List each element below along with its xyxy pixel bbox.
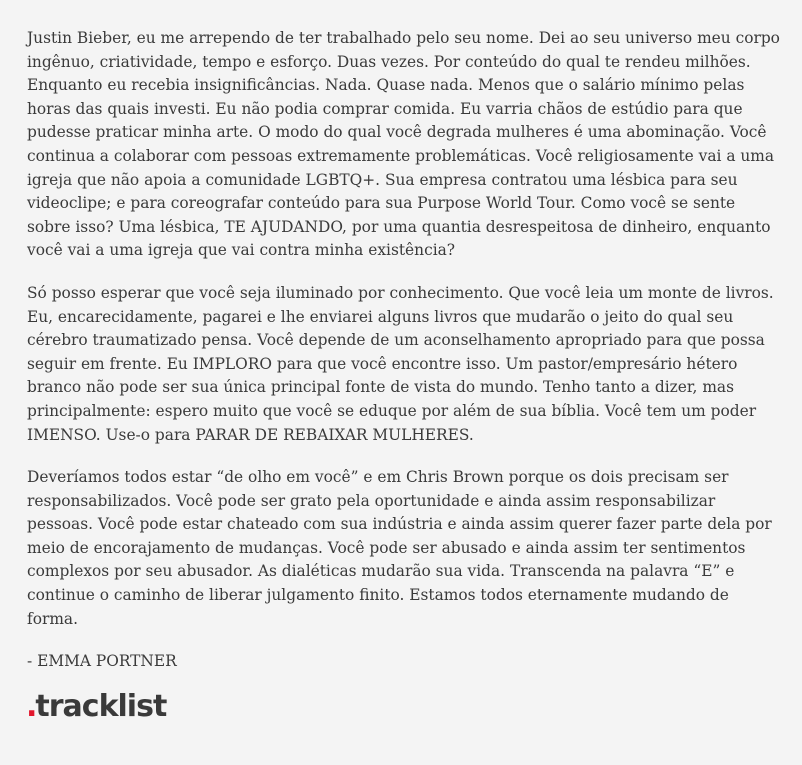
article-paragraph-1: Justin Bieber, eu me arrependo de ter trabalhado pelo seu nome. Dei ao seu universo meu corpo ingênuo, criatividade, tempo e esforço. Duas vezes. Por conteúdo do qual te rendeu milhões. Enquanto eu recebia insignificâncias. Nada. Quase nada. Menos que o salário mínimo pelas horas das quais investi. Eu não podia comprar comida. Eu varria chãos de estúdio para que pudesse praticar minha arte. O modo do qual você degrada mulheres é uma abominação. Você continua a colaborar com pessoas extremamente problemáticas. Você religiosamente vai a uma igreja que não apoia a comunidade LGBTQ+. Sua empresa contratou uma lésbica para seu videoclipe; e para coreografar conteúdo para sua Purpose World Tour. Como você se sente sobre isso? Uma lésbica, TE AJUDANDO, por uma quantia desrespeitosa de dinheiro, enquanto você vai a uma igreja que vai contra minha existência? xyxy=(27,29,780,260)
logo-text: tracklist xyxy=(35,689,167,724)
author-signature: - EMMA PORTNER xyxy=(27,652,177,671)
article-body xyxy=(27,27,782,693)
tracklist-logo[interactable] xyxy=(26,689,166,725)
article-paragraph-2: Só posso esperar que você seja iluminado por conhecimento. Que você leia um monte de livros. Eu, encarecidamente, pagarei e lhe enviarei alguns livros que mudarão o jeito do qual seu cérebro traumatizado pensa. Você depende de um aconselhamento apropriado para que possa seguir em frente. Eu IMPLORO para que você encontre isso. Um pastor/empresário hétero branco não pode ser sua única principal fonte de vista do mundo. Tenho tanto a dizer, mas principalmente: espero muito que você se eduque por além de sua bíblia. Você tem um poder IMENSO. Use-o para PARAR DE REBAIXAR MULHERES. xyxy=(27,283,774,444)
article-paragraph-3: Deveríamos todos estar “de olho em você” e em Chris Brown porque os dois precisam ser responsabilizados. Você pode ser grato pela oportunidade e ainda assim responsabilizar pessoas. Você pode estar chateado com sua indústria e ainda assim querer fazer parte dela por meio de encorajamento de mudanças. Você pode ser abusado e ainda assim ter sentimentos complexos por seu abusador. As dialéticas mudarão sua vida. Transcenda na palavra “E” e continue o caminho de liberar julgamento finito. Estamos todos eternamente mudando de forma. xyxy=(27,468,772,628)
logo-dot: . xyxy=(26,689,37,724)
